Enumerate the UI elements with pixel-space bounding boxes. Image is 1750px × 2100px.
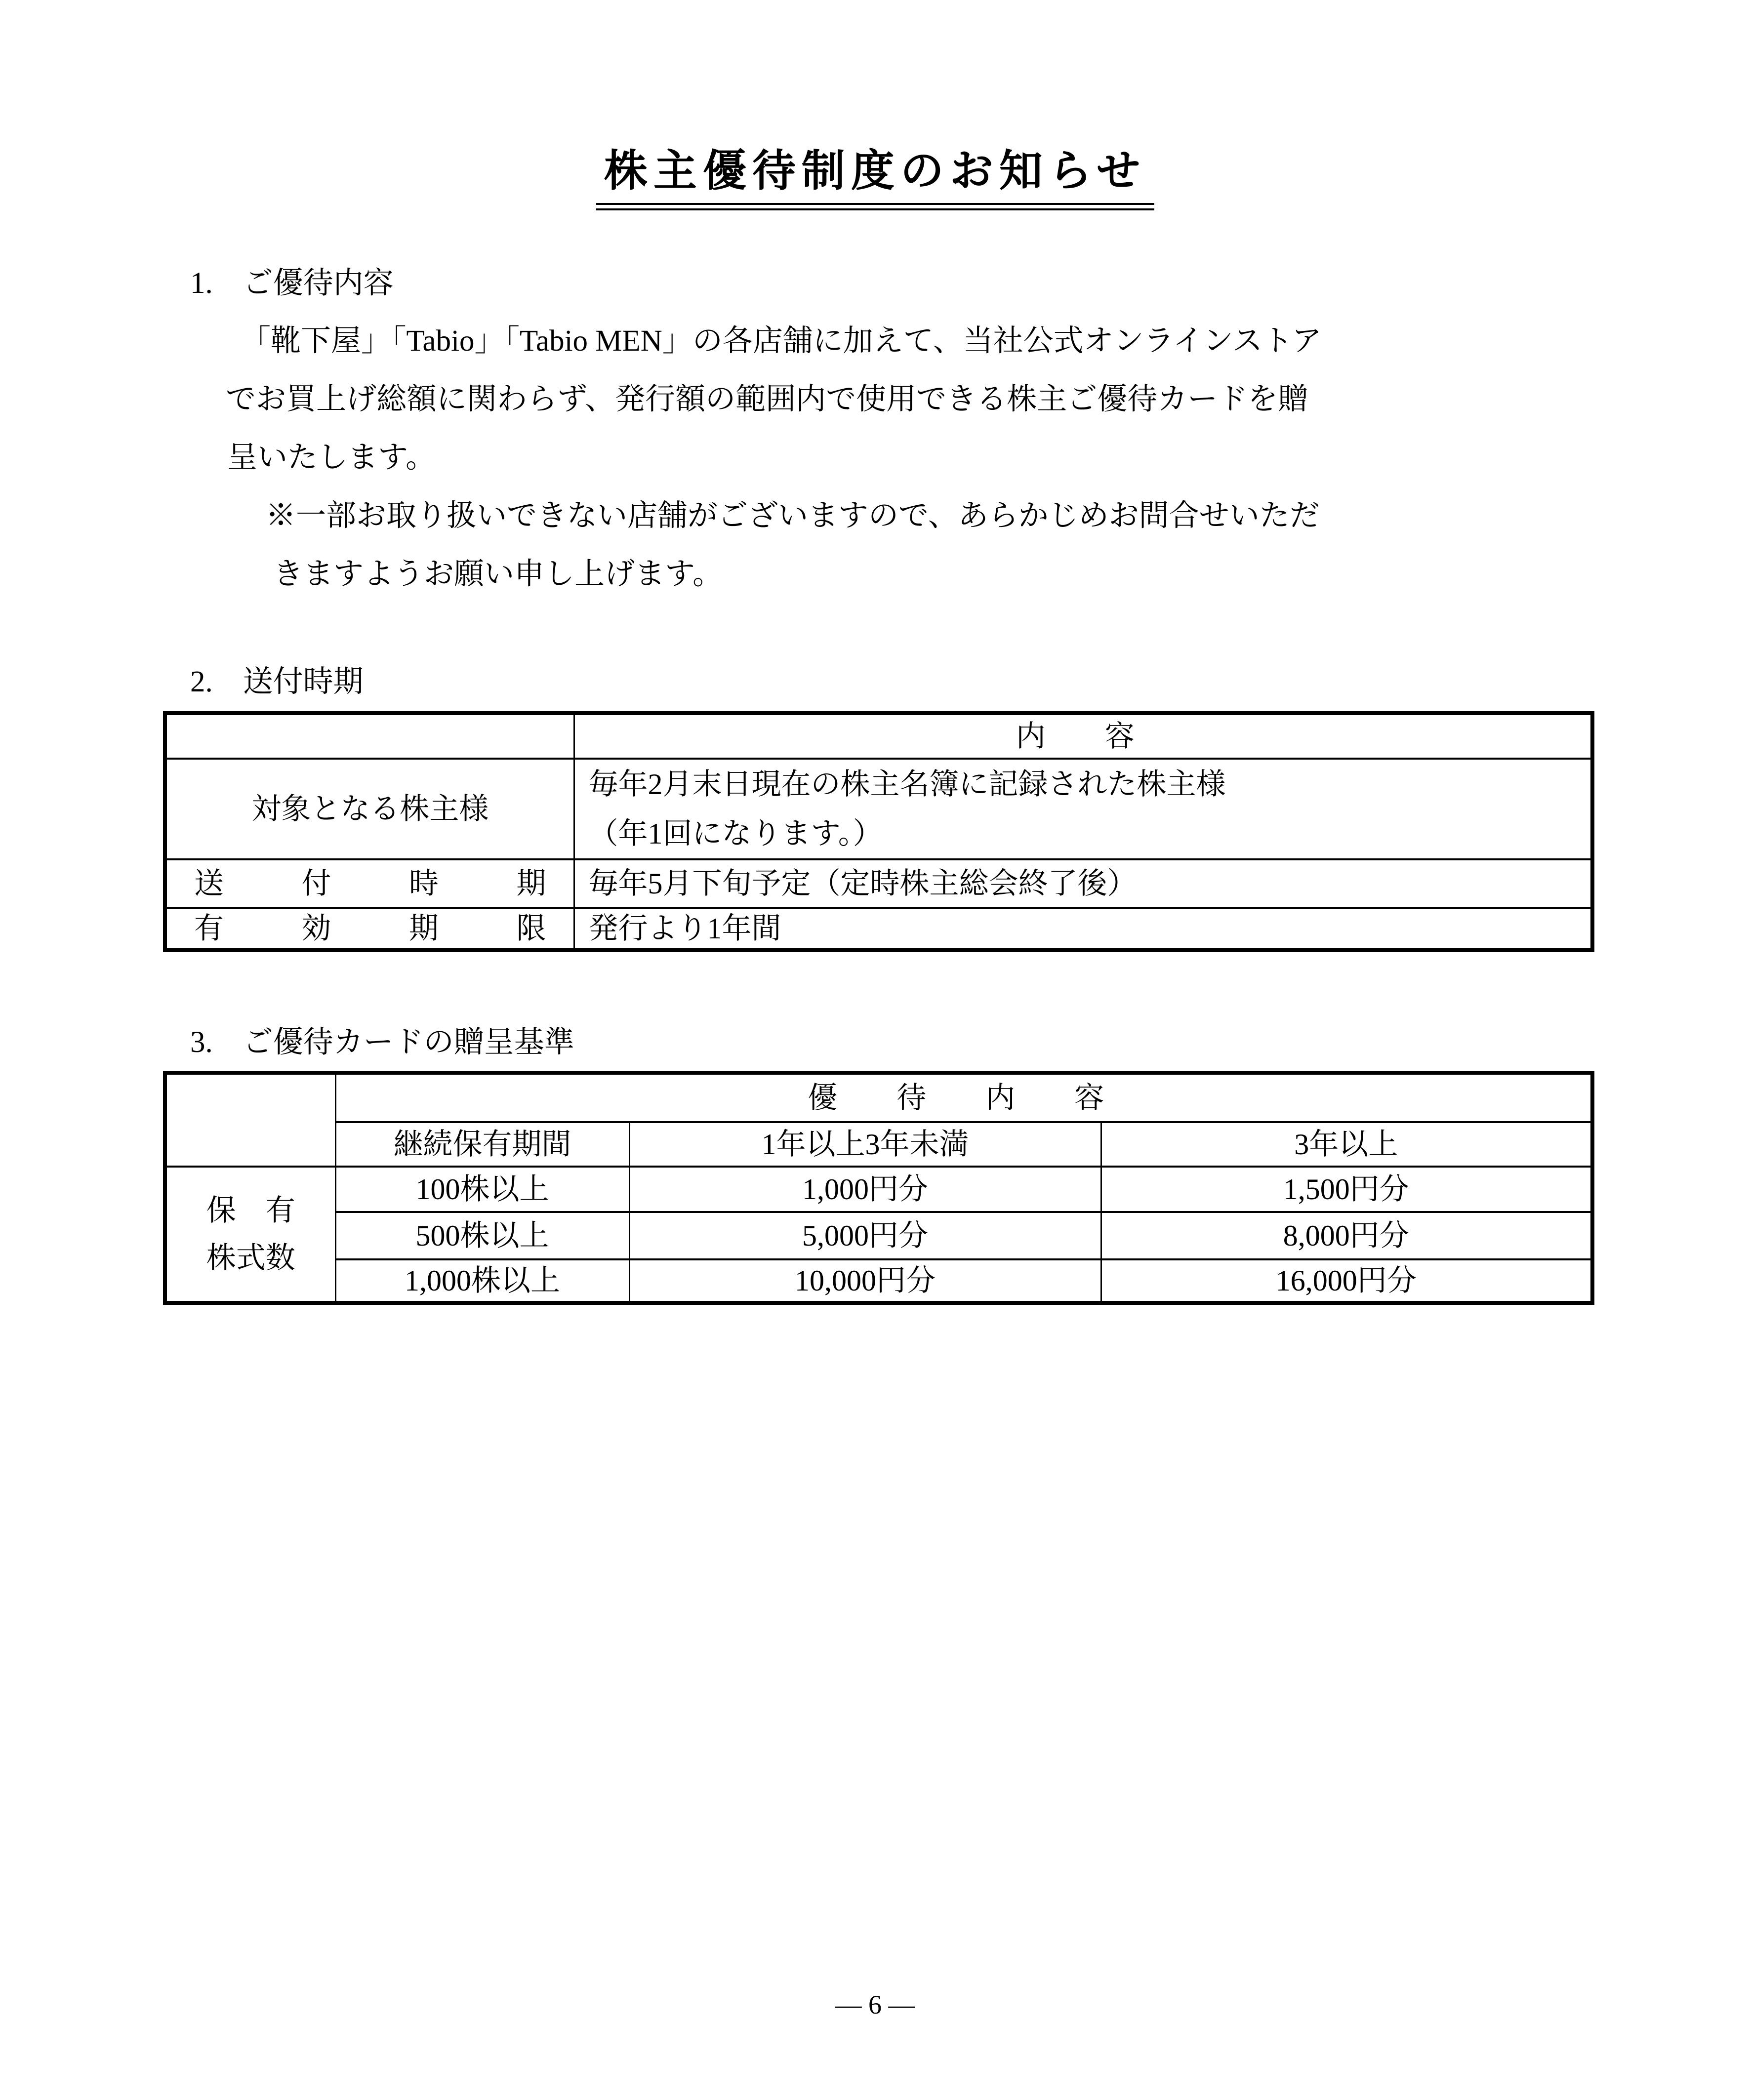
table-row bbox=[165, 908, 1592, 950]
shares-100-value-1to3-cell: 1,000円分 bbox=[629, 1167, 1101, 1212]
section1-heading: 1. ご優待内容 bbox=[190, 267, 394, 300]
target-shareholders-value-cell bbox=[574, 759, 1592, 859]
section1-note-line-1: ※一部お取り扱いできない店舗がございますので、あらかじめお問合せいただ bbox=[266, 499, 1320, 532]
table-row bbox=[165, 1122, 1592, 1167]
shares-held-label-line-2: 株式数 bbox=[206, 1242, 295, 1274]
section1-line-1: 「靴下屋」「Tabio」「Tabio MEN」の各店舗に加えて、当社公式オンラインストア bbox=[241, 324, 1322, 358]
section1-line-2: でお買上げ総額に関わらず、発行額の範囲内で使用できる株主ご優待カードを贈 bbox=[226, 383, 1308, 416]
table-row bbox=[165, 1073, 1592, 1122]
benefit-criteria-table bbox=[163, 1071, 1594, 1305]
table-row bbox=[165, 759, 1592, 859]
section2-heading: 2. 送付時期 bbox=[190, 665, 364, 698]
shares-500-cell: 500株以上 bbox=[335, 1212, 629, 1259]
shares-1000-cell: 1,000株以上 bbox=[335, 1259, 629, 1303]
shares-500-value-3plus-cell: 8,000円分 bbox=[1101, 1212, 1592, 1259]
table-row bbox=[165, 859, 1592, 908]
sending-schedule-table bbox=[163, 711, 1594, 952]
table-row bbox=[165, 713, 1592, 759]
shares-100-cell: 100株以上 bbox=[335, 1167, 629, 1212]
target-shareholders-value-line-1: 毎年2月末日現在の株主名簿に記録された株主様 bbox=[588, 768, 1226, 801]
content-header-cell: 内 容 bbox=[574, 713, 1592, 759]
table-row bbox=[165, 1212, 1592, 1259]
empty-corner-cell bbox=[165, 1073, 335, 1167]
title-underline bbox=[596, 203, 1154, 210]
sending-period-label-cell: 送 付 時 期 bbox=[165, 859, 574, 908]
validity-label-cell: 有 効 期 限 bbox=[165, 908, 574, 950]
shares-held-group-cell bbox=[165, 1167, 335, 1303]
table-row bbox=[165, 1259, 1592, 1303]
empty-header-cell bbox=[165, 713, 574, 759]
target-shareholders-label-cell: 対象となる株主様 bbox=[165, 759, 574, 859]
target-shareholders-value-line-2: （年1回になります。） bbox=[588, 817, 883, 850]
section3-heading: 3. ご優待カードの贈呈基準 bbox=[190, 1026, 574, 1059]
sending-period-value-cell: 毎年5月下旬予定（定時株主総会終了後） bbox=[574, 859, 1592, 908]
shares-500-value-1to3-cell: 5,000円分 bbox=[629, 1212, 1101, 1259]
period-1to3-header-cell: 1年以上3年未満 bbox=[629, 1122, 1101, 1167]
section1-note-line-2: きますようお願い申し上げます。 bbox=[273, 558, 723, 591]
shares-1000-value-1to3-cell: 10,000円分 bbox=[629, 1259, 1101, 1303]
page-number: ― 6 ― bbox=[835, 1990, 915, 2019]
section1-line-3: 呈いたします。 bbox=[227, 441, 436, 474]
shares-held-label-line-1: 保 有 bbox=[206, 1194, 295, 1227]
validity-value-cell: 発行より1年間 bbox=[574, 908, 1592, 950]
holding-period-header-cell: 継続保有期間 bbox=[335, 1122, 629, 1167]
page-title: 株主優待制度のお知らせ bbox=[604, 146, 1146, 195]
period-3plus-header-cell: 3年以上 bbox=[1101, 1122, 1592, 1167]
benefit-header-cell: 優 待 内 容 bbox=[335, 1073, 1592, 1122]
shares-100-value-3plus-cell: 1,500円分 bbox=[1101, 1167, 1592, 1212]
shares-1000-value-3plus-cell: 16,000円分 bbox=[1101, 1259, 1592, 1303]
table-row bbox=[165, 1167, 1592, 1212]
